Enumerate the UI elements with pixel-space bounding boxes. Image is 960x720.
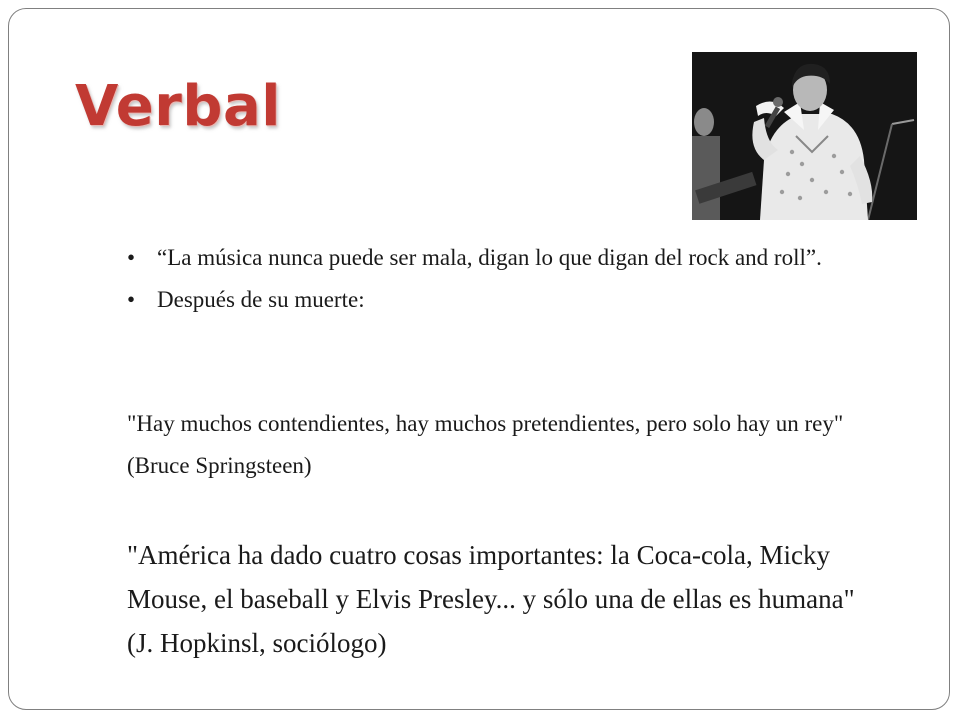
bullet-text-after-death: Después de su muerte: xyxy=(157,287,365,312)
performer-photo xyxy=(692,52,917,220)
quote-springsteen: "Hay muchos contendientes, hay muchos pretendientes, pero solo hay un rey" (Bruce Springsteen) xyxy=(127,411,844,478)
bullet-marker: • xyxy=(127,245,136,270)
slide-title: Verbal xyxy=(75,74,281,139)
list-item xyxy=(127,237,847,279)
slide-frame xyxy=(8,8,950,710)
list-item xyxy=(127,279,847,321)
bullet-text-quote: “La música nunca puede ser mala, digan lo que digan del rock and roll”. xyxy=(157,245,822,270)
quote-hopkins: "América ha dado cuatro cosas importantes: la Coca-cola, Micky Mouse, el baseball y Elvis Presley... y sólo una de ellas es humana" (J. Hopkinsl, sociólogo) xyxy=(127,540,855,658)
bullet-list xyxy=(127,237,847,321)
bullet-marker: • xyxy=(127,287,136,312)
